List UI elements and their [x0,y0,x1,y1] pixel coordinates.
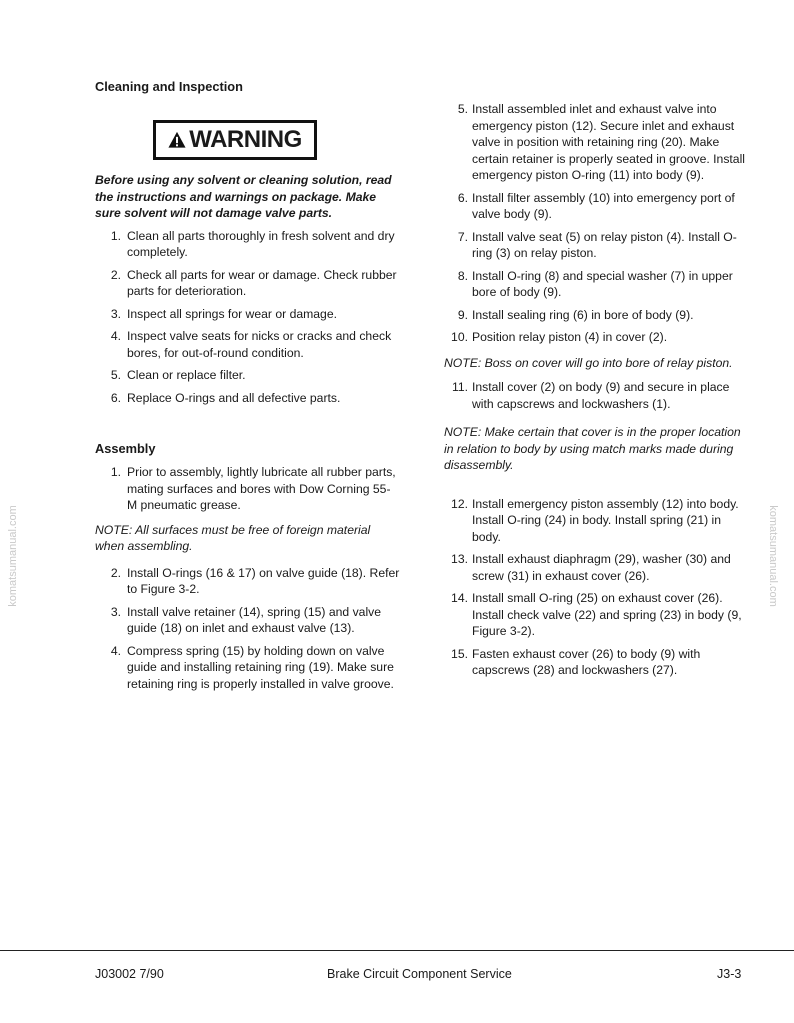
list-item [95,267,400,300]
step-11-list [444,379,750,412]
step-text: Install O-ring (8) and special washer (7) in upper bore of body (9). [472,268,733,299]
assembly-steps-list [95,464,400,514]
step-text: Position relay piston (4) in cover (2). [472,330,668,344]
step-text: Install exhaust diaphragm (29), washer (30) and screw (31) in exhaust cover (26). [472,552,731,583]
step-number: 11. [451,380,468,394]
list-item [95,565,400,598]
watermark-right: komatsumanual.com [766,505,779,607]
list-item [444,646,750,679]
step-text: Install valve seat (5) on relay piston (4). Install O-ring (3) on relay piston. [472,229,737,260]
list-item [95,604,400,637]
step-text: Install valve retainer (14), spring (15) and valve guide (18) on inlet and exhaust valve (13). [127,604,382,635]
step-number: 6. [457,190,468,205]
step-number: 9. [457,307,468,322]
footer-doc-number: J03002 7/90 [95,967,164,981]
step-number: 7. [457,229,468,244]
step-number: 2. [110,565,121,580]
cleaning-steps-list [95,228,400,407]
step-number: 15. [451,646,468,661]
step-number: 4. [110,329,121,343]
step-text: Install sealing ring (6) in bore of body (9). [472,307,694,322]
warning-label: WARNING [189,126,302,153]
warning-statement: Before using any solvent or cleaning solution, read the instructions and warnings on package. Make sure solvent will not damage valve parts. [95,173,392,220]
watermark-left: komatsumanual.com [6,505,19,607]
step-number: 5. [110,368,121,382]
step-text: Inspect all springs for wear or damage. [127,306,337,321]
list-item [444,551,750,584]
list-item [95,464,400,514]
relay-piston-note: NOTE: Boss on cover will go into bore of relay piston. [444,355,733,370]
list-item [444,307,750,324]
step-text: Fasten exhaust cover (26) to body (9) with capscrews (28) and lockwashers (27). [472,646,701,677]
step-number: 3. [110,604,121,619]
list-item [444,190,750,223]
step-number: 6. [110,390,121,405]
step-text: Install cover (2) on body (9) and secure in place with capscrews and lockwashers (1). [472,380,730,411]
step-text: Install O-rings (16 & 17) on valve guide (18). Refer to Figure 3-2. [127,565,400,596]
assembly-heading: Assembly [95,441,156,456]
list-item [444,329,750,346]
warning-triangle-icon [168,131,186,149]
step-text: Install assembled inlet and exhaust valve into emergency piston (12). Secure inlet and exhaust valve in position with retaining ring (20). Make certain retainer is properly seated in groove. Install emergency piston O-ring (11) into body (9). [472,102,746,182]
list-item [95,328,400,361]
step-number: 12. [451,496,468,511]
step-text: Clean or replace filter. [127,368,246,382]
match-marks-note: NOTE: Make certain that cover is in the proper location in relation to body by using match marks made during disassembly. [444,425,741,472]
assembly-steps-list-continued [95,565,400,693]
list-item [95,228,400,261]
list-item [95,367,400,384]
list-item [95,306,400,323]
warning-box [153,120,317,160]
list-item [444,496,750,546]
cleaning-inspection-heading: Cleaning and Inspection [95,79,243,94]
step-number: 13. [451,552,468,566]
right-column [444,101,750,679]
list-item [95,643,400,693]
footer-section-title: Brake Circuit Component Service [327,967,512,981]
step-text: Install emergency piston assembly (12) into body. Install O-ring (24) in body. Install spring (21) in body. [472,496,739,544]
list-item [444,268,750,301]
step-number: 10. [451,330,468,344]
step-number: 4. [110,643,121,658]
step-text: Inspect valve seats for nicks or cracks and check bores, for out-of-round condition. [127,329,392,360]
footer-divider [0,950,794,951]
list-item [444,101,750,184]
step-text: Replace O-rings and all defective parts. [127,390,341,405]
assembly-steps-list-right [444,101,750,346]
step-number: 14. [451,591,468,605]
left-column [95,78,400,692]
steps-12-15-list [444,496,750,679]
step-number: 2. [110,267,121,282]
list-item [444,379,750,412]
step-number: 8. [457,268,468,283]
step-text: Install small O-ring (25) on exhaust cover (26). Install check valve (22) and spring (23) in body (9, Figure 3-2). [472,591,742,638]
step-number: 3. [110,306,121,321]
step-number: 1. [110,228,121,243]
step-number: 1. [110,465,121,479]
footer-page-number: J3-3 [717,967,742,981]
step-text: Prior to assembly, lightly lubricate all rubber parts, mating surfaces and bores with Dow Corning 55-M pneumatic grease. [127,465,396,512]
step-text: Install filter assembly (10) into emergency port of valve body (9). [472,190,735,221]
list-item [444,229,750,262]
step-text: Clean all parts thoroughly in fresh solvent and dry completely. [127,228,395,259]
list-item [444,590,750,640]
step-number: 5. [457,102,468,116]
step-text: Check all parts for wear or damage. Check rubber parts for deterioration. [127,267,397,298]
assembly-note: NOTE: All surfaces must be free of foreign material when assembling. [95,522,371,553]
step-text: Compress spring (15) by holding down on valve guide and installing retaining ring (19). Make sure retaining ring is properly installed in valve groove. [127,643,394,691]
list-item [95,390,400,407]
